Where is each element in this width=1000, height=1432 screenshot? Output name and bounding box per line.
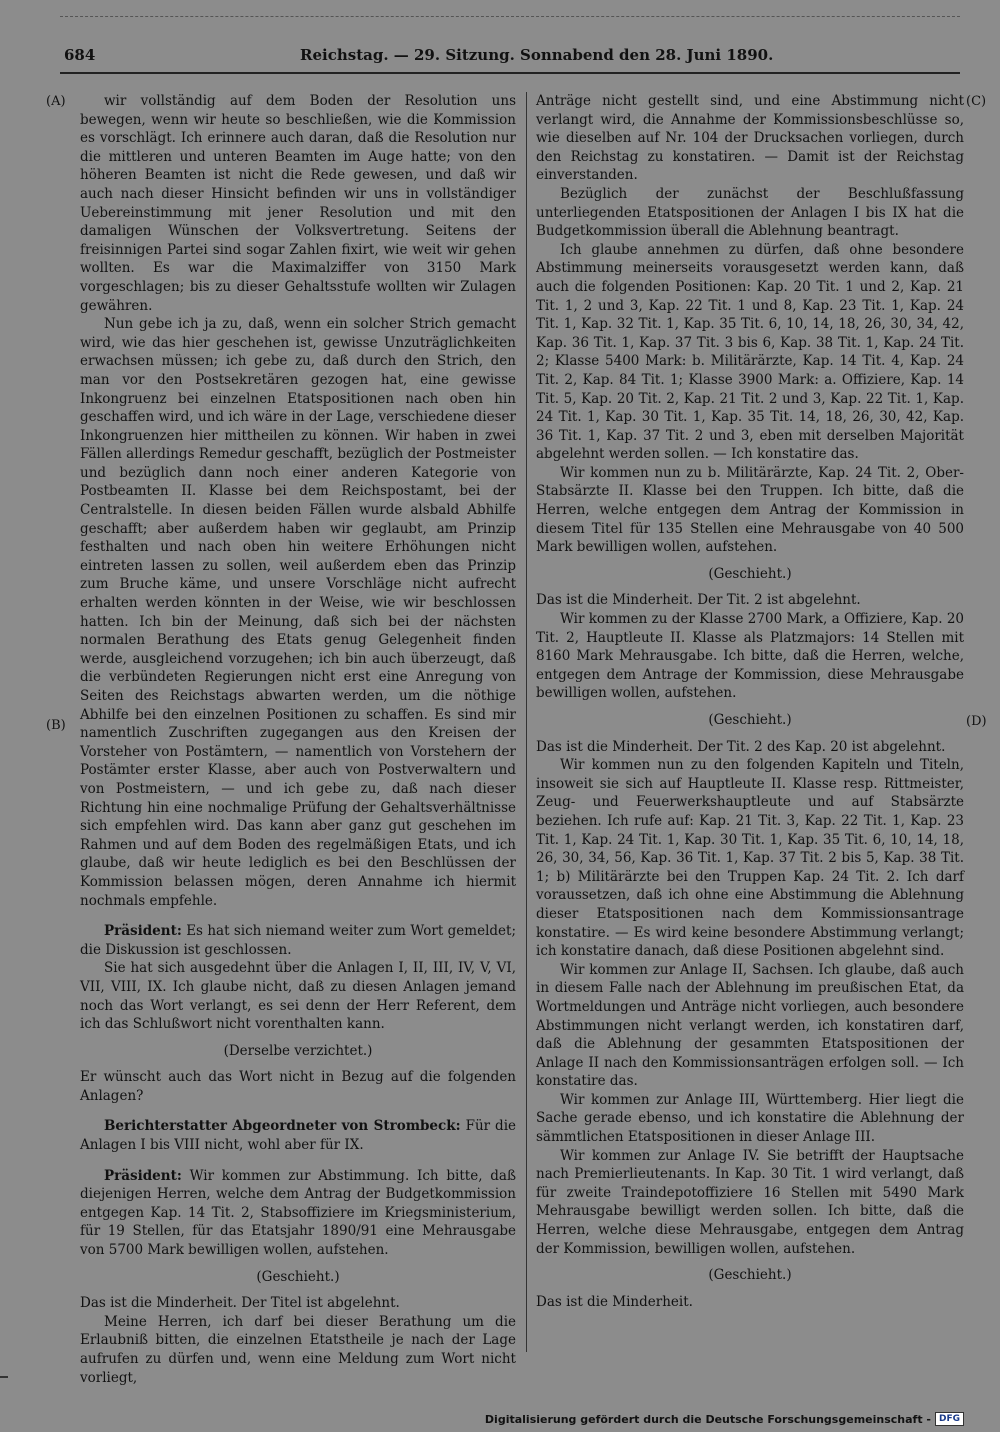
stage-direction: (Derselbe verzichtet.) bbox=[223, 1042, 373, 1059]
paragraph-text: Sie hat sich ausgedehnt über die Anlagen I, II, III, IV, V, VI, VII, VIII, IX. Ich glaube nicht, daß zu diesen Anlagen jemand noch das Wort verlangt, es sei denn der Herr Referent, dem ich das Schlußwort nicht vorenthalten kann. bbox=[80, 960, 516, 1033]
paragraph bbox=[536, 1147, 964, 1259]
paragraph bbox=[80, 1294, 516, 1313]
paragraph-text: wir vollständig auf dem Boden der Resolution uns bewegen, wenn wir heute so beschließen, wie die Kommission es vorschlägt. Ich erinnere auch daran, daß die Resolution nur die mittleren und unteren Beamten im Auge hatte; von den höheren Beamten ist nicht die Rede gewesen, und daß wir auch nach dieser Hinsicht befinden wir uns in vollständiger Uebereinstimmung mit jener Resolution und mit den damaligen Wünschen der Volksvertretung. Seitens der freisinnigen Partei sind sogar Zahlen fixirt, wie weit wir gehen wollten. Es war die Maximalziffer von 3150 Mark vorgeschlagen; bis zu dieser Gehaltsstufe wollten wir Zulagen gewähren. bbox=[80, 93, 516, 314]
paragraph bbox=[536, 610, 964, 703]
dfg-logo-icon: DFG bbox=[935, 1412, 964, 1426]
paragraph-text: Das ist die Minderheit. Der Titel ist abgelehnt. bbox=[80, 1295, 400, 1312]
paragraph bbox=[536, 241, 964, 464]
paragraph-text: Nun gebe ich ja zu, daß, wenn ein solcher Strich gemacht wird, wie das hier geschehen ist, gewisse Unzuträglichkeiten erwachsen müssen; ich gebe zu, daß durch den Strich, den man vor den Postsekretären gezogen hat, eine gewisse Inkongruenz bei einzelnen Etatspositionen nach oben hin geschaffen wird, und ich wäre in der Lage, verschiedene dieser Inkongruenzen hier mittheilen zu können. Wir haben in zwei Fällen allerdings Remedur geschafft, bezüglich der Postmeister und bezüglich dann noch einer anderen Kategorie von Postbeamten II. Klasse bei dem Reichspostamt, bei der Centralstelle. In diesen beiden Fällen wurde alsbald Abhilfe geschafft; aber außerdem haben wir geglaubt, am Prinzip festhalten und nach oben hin weitere Erhöhungen nicht eintreten lassen zu sollen, weil außerdem eben das Prinzip zum Bruche käme, und unsere Vorschläge nicht aufrecht erhalten werden könnten in der Weise, wie wir beschlossen hatten. Ich bin der Meinung, daß sich bei der nächsten normalen Berathung des Etats genug Gelegenheit finden werde, ausgleichend vorzugehen; ich bin auch überzeugt, daß die verbündeten Regierungen nicht erst eine Anregung von Seiten des Reichstags abwarten werden, um die nöthige Abhilfe bei den einzelnen Positionen zu schaffen. Es sind mir namentlich Zuschriften zugegangen aus den Kreisen der Vorsteher von Postämtern, — namentlich von Vorstehern der Postämter erster Klasse, aber auch von Postverwaltern und von Postmeistern, — und ich gebe zu, daß nach dieser Richtung hin eine nochmalige Prüfung der Gehaltsverhältnisse sich empfehlen wird. Das kann aber ganz gut geschehen im Rahmen und auf dem Boden des regelmäßigen Etats, und ich glaube, daß wir heute lediglich es bei den Beschlüssen der Kommission belassen mögen, deren Annahme ich hiermit nochmals empfehle. bbox=[80, 316, 516, 909]
speech-paragraph bbox=[80, 1117, 516, 1154]
footer-text: Digitalisierung gefördert durch die Deutsche Forschungsgemeinschaft - bbox=[484, 1412, 931, 1426]
paragraph-text: Das ist die Minderheit. bbox=[536, 1293, 693, 1310]
paragraph bbox=[536, 464, 964, 557]
paragraph-text: Anträge nicht gestellt sind, und eine Abstimmung nicht verlangt wird, die Annahme der Kommissionsbeschlüsse so, wie dieselben auf Nr. 104 der Drucksachen vorliegen, durch den Reichstag zu konstatiren. — Damit ist der Reichstag einverstanden. bbox=[536, 93, 964, 184]
paragraph bbox=[80, 1313, 516, 1387]
page-number: 684 bbox=[64, 46, 96, 64]
speech-paragraph bbox=[80, 1167, 516, 1260]
speaker-name: Berichterstatter Abgeordneter von Strombeck: bbox=[104, 1118, 461, 1135]
stage-direction: (Geschieht.) bbox=[708, 565, 792, 582]
top-rule bbox=[60, 16, 960, 19]
speaker-name: Präsident: bbox=[104, 923, 182, 940]
margin-marker-d: (D) bbox=[966, 714, 987, 729]
edge-mark bbox=[0, 1376, 8, 1378]
paragraph bbox=[536, 1091, 964, 1147]
header-rule bbox=[60, 72, 960, 74]
paragraph-text: Wir kommen zur Anlage II, Sachsen. Ich glaube, daß auch in diesem Falle nach der Ablehnung im preußischen Etat, da Wortmeldungen und Anträge nicht vorliegen, auch besondere Abstimmungen nicht verlangt werden, ich konstatiren darf, daß die Ablehnung der gesammten Etatspositionen der Anlage II nach den Kommissionsanträgen erfolgen soll. — Ich konstatire das. bbox=[536, 961, 964, 1090]
speaker-name: Präsident: bbox=[104, 1167, 182, 1184]
paragraph-text: Ich glaube annehmen zu dürfen, daß ohne besondere Abstimmung meinerseits vorausgesetzt werden kann, daß auch die folgenden Positionen: Kap. 20 Tit. 1 und 2, Kap. 21 Tit. 1, 2 und 3, Kap. 22 Tit. 1 und 8, Kap. 23 Tit. 1, Kap. 24 Tit. 1, Kap. 32 Tit. 1, Kap. 35 Tit. 6, 10, 14, 18, 26, 30, 34, 42, Kap. 36 Tit. 1, Kap. 37 Tit. 3 bis 6, Kap. 38 Tit. 1, Kap. 24 Tit. 2; Klasse 5400 Mark: b. Militärärzte, Kap. 14 Tit. 4, Kap. 24 Tit. 2, Kap. 84 Tit. 1; Klasse 3900 Mark: a. Offiziere, Kap. 14 Tit. 5, Kap. 20 Tit. 2, Kap. 21 Tit. 2 und 3, Kap. 22 Tit. 1, Kap. 24 Tit. 1, Kap. 30 Tit. 1, Kap. 35 Tit. 14, 18, 26, 30, 42, Kap. 36 Tit. 1, Kap. 37 Tit. 2 und 3, eben mit derselben Majorität abgelehnt werden sollen. — Ich konstatire das. bbox=[536, 241, 964, 463]
stage-direction: (Geschieht.) bbox=[708, 1267, 792, 1284]
paragraph bbox=[536, 92, 964, 185]
paragraph-text: Es hat sich niemand weiter zum Wort gemeldet; die Diskussion ist geschlossen. bbox=[80, 923, 517, 958]
paragraph bbox=[80, 1068, 516, 1105]
paragraph bbox=[536, 185, 964, 241]
paragraph bbox=[536, 591, 964, 610]
paragraph-text: Für die Anlagen I bis VIII nicht, wohl aber für IX. bbox=[80, 1118, 517, 1154]
paragraph bbox=[536, 738, 964, 757]
page-header bbox=[60, 46, 960, 72]
footer bbox=[485, 1412, 964, 1426]
paragraph bbox=[536, 1293, 964, 1312]
paragraph bbox=[80, 959, 516, 1033]
paragraph-text: Das ist die Minderheit. Der Tit. 2 des Kap. 20 ist abgelehnt. bbox=[536, 738, 946, 755]
column-divider bbox=[526, 92, 527, 1352]
paragraph bbox=[536, 961, 964, 1091]
paragraph-text: Das ist die Minderheit. Der Tit. 2 ist abgelehnt. bbox=[536, 592, 861, 609]
paragraph bbox=[80, 315, 516, 910]
paragraph-text: Wir kommen nun zu den folgenden Kapiteln und Titeln, insoweit sie sich auf Hauptleute II. Klasse resp. Rittmeister, Zeug- und Feuerwerkshauptleute und auf Stabsärzte beziehen. Ich rufe auf: Kap. 21 Tit. 3, Kap. 22 Tit. 1, Kap. 23 Tit. 1, Kap. 24 Tit. 1, Kap. 30 Tit. 1, Kap. 35 Tit. 6, 10, 14, 18, 26, 30, 34, 56, Kap. 36 Tit. 1, Kap. 37 Tit. 2 bis 5, Kap. 38 Tit. 1; b) Militärärzte bei den Truppen Kap. 24 Tit. 2. Ich darf voraussetzen, daß ich ohne eine Abstimmung die Ablehnung dieser Etatspositionen nach dem Kommissionsantrage konstatire. — Es wird keine besondere Abstimmung verlangt; ich konstatire danach, daß diese Positionen abgelehnt sind. bbox=[536, 757, 964, 960]
right-column bbox=[536, 92, 964, 1352]
paragraph-text: Bezüglich der zunächst der Beschlußfassung unterliegenden Etatspositionen der Anlagen I bis IX hat die Budgetkommission überall die Ablehnung beantragt. bbox=[536, 185, 964, 240]
margin-marker-b: (B) bbox=[46, 718, 66, 733]
paragraph bbox=[536, 756, 964, 961]
paragraph-text: Wir kommen zu der Klasse 2700 Mark, a Offiziere, Kap. 20 Tit. 2, Hauptleute II. Klasse als Platzmajors: 14 Stellen mit 8160 Mark Mehrausgabe. Ich bitte, daß die Herren, welche, entgegen dem Antrage der Kommission, diese Mehrausgabe bewilligen wollen, aufstehen. bbox=[536, 611, 964, 702]
paragraph-text: Wir kommen nun zu b. Militärärzte, Kap. 24 Tit. 2, Ober-Stabsärzte II. Klasse bei den Truppen. Ich bitte, daß die Herren, welche entgegen dem Antrag der Kommission in diesem Titel für 135 Stellen eine Mehrausgabe von 40 500 Mark bewilligen wollen, aufstehen. bbox=[536, 464, 964, 556]
speech-paragraph bbox=[80, 922, 516, 959]
left-column bbox=[80, 92, 517, 1386]
paragraph-text: Meine Herren, ich darf bei dieser Berathung um die Erlaubniß bitten, die einzelnen Etatstheile je nach der Lage aufrufen zu dürfen und, wenn eine Meldung zum Wort nicht vorliegt, bbox=[80, 1313, 516, 1386]
paragraph-text: Er wünscht auch das Wort nicht in Bezug auf die folgenden Anlagen? bbox=[80, 1069, 516, 1104]
paragraph-text: Wir kommen zur Anlage III, Württemberg. Hier liegt die Sache gerade ebenso, und ich konstatire die Ablehnung der sämmtlichen Etatspositionen in dieser Anlage III. bbox=[536, 1091, 964, 1146]
paragraph bbox=[80, 92, 516, 315]
stage-direction: (Geschieht.) bbox=[708, 712, 792, 728]
stage-direction: (Geschieht.) bbox=[256, 1268, 340, 1285]
running-title: Reichstag. — 29. Sitzung. Sonnabend den 28. Juni 1890. bbox=[300, 46, 774, 64]
margin-marker-a: (A) bbox=[46, 94, 66, 109]
paragraph-text: Wir kommen zur Anlage IV. Sie betrifft der Hauptsache nach Premierlieutenants. In Kap. 30 Tit. 1 wird verlangt, daß für zweite Traindepotoffiziere 16 Stellen mit 5490 Mark Mehrausgabe bewilligt werden sollen. Ich bitte, daß die Herren, welche diese Mehrausgabe, entgegen dem Antrag der Kommission, bewilligen wollen, aufstehen. bbox=[536, 1147, 964, 1257]
margin-marker-c: (C) bbox=[966, 94, 987, 109]
paragraph-text: Wir kommen zur Abstimmung. Ich bitte, daß diejenigen Herren, welche dem Antrag der Budgetkommission entgegen Kap. 14 Tit. 2, Stabsoffiziere im Kriegsministerium, für 19 Stellen, für das Etatsjahr 1890/91 eine Mehrausgabe von 5700 Mark bewilligen wollen, aufstehen. bbox=[80, 1167, 516, 1259]
